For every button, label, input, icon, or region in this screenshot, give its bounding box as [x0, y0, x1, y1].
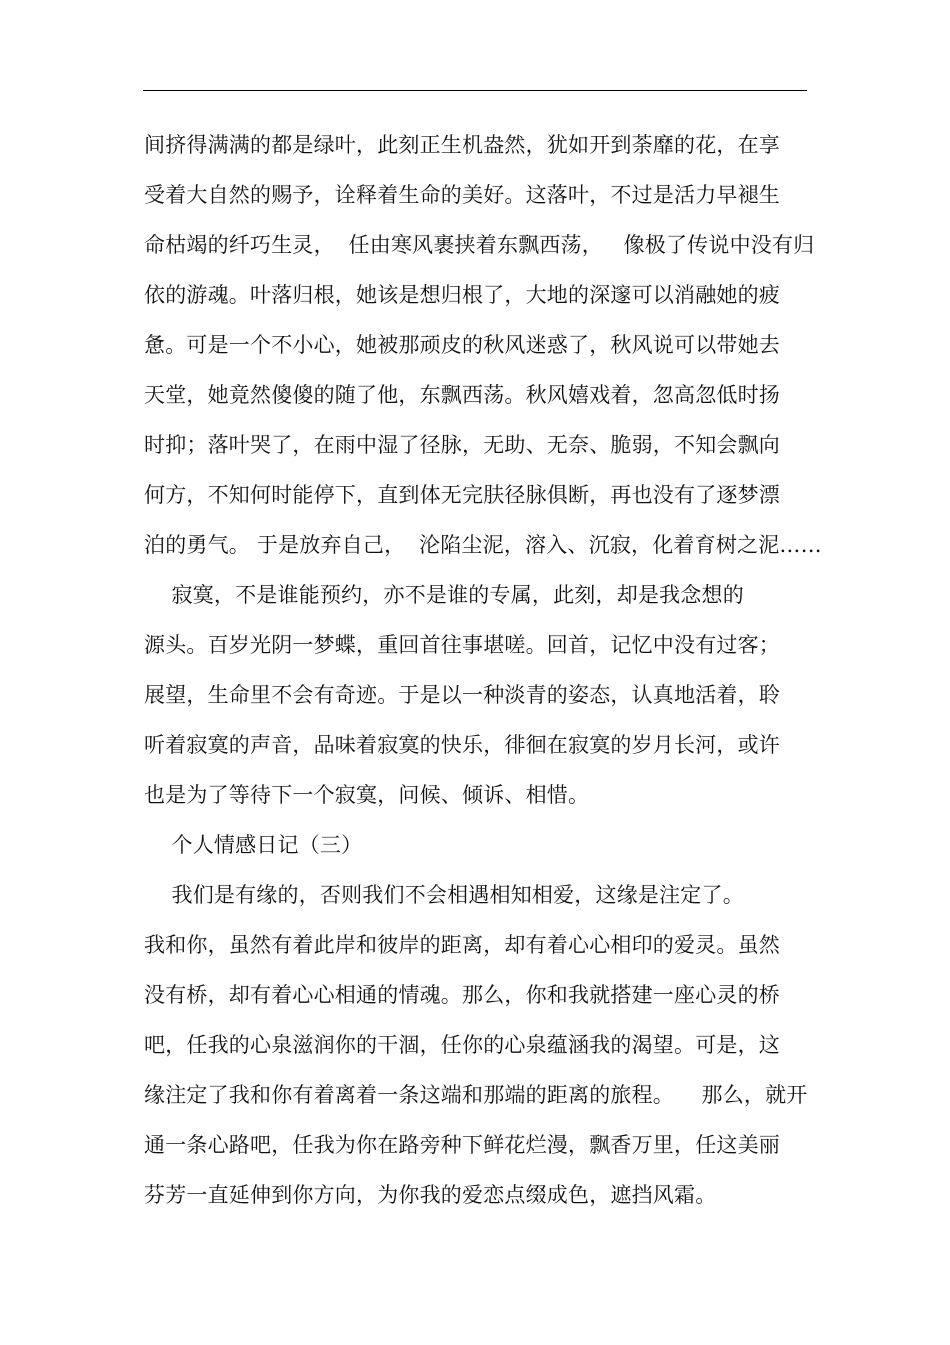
text-line: 我们是有缘的，否则我们不会相遇相知相爱，这缘是注定了。: [144, 883, 744, 907]
text-line: 我和你，虽然有着此岸和彼岸的距离，却有着心心相印的爱灵。虽然: [144, 933, 780, 957]
header-rule: [143, 90, 807, 91]
text-line: 天堂，她竟然傻傻的随了他，东飘西荡。秋风嬉戏着，忽高忽低时扬: [144, 383, 780, 407]
text-line: 受着大自然的赐予，诠释着生命的美好。这落叶，不过是活力早褪生: [144, 183, 780, 207]
text-line: 缘注定了我和你有着离着一条这端和那端的距离的旅程。 那么，就开: [144, 1083, 808, 1107]
text-line: 也是为了等待下一个寂寞，问候、倾诉、相惜。: [144, 783, 590, 807]
body-text: [144, 120, 824, 1220]
text-line: 时抑；落叶哭了，在雨中湿了径脉，无助、无奈、脆弱，不知会飘向: [144, 433, 780, 457]
text-line: 芬芳一直延伸到你方向，为你我的爱恋点缀成色，遮挡风霜。: [144, 1183, 717, 1207]
text-line: 展望，生命里不会有奇迹。于是以一种淡青的姿态，认真地活着，聆: [144, 683, 780, 707]
text-line: 没有桥，却有着心心相通的情魂。那么，你和我就搭建一座心灵的桥: [144, 983, 780, 1007]
text-line: 吧，任我的心泉滋润你的干涸，任你的心泉蕴涵我的渴望。可是，这: [144, 1033, 780, 1057]
text-line: 依的游魂。叶落归根，她该是想归根了，大地的深邃可以消融她的疲: [144, 283, 780, 307]
text-line: 惫。可是一个不小心，她被那顽皮的秋风迷惑了，秋风说可以带她去: [144, 333, 780, 357]
text-line: 命枯竭的纤巧生灵， 任由寒风裹挟着东飘西荡， 像极了传说中没有归: [144, 233, 815, 257]
text-line: 通一条心路吧，任我为你在路旁种下鲜花烂漫，飘香万里，任这美丽: [144, 1133, 780, 1157]
section-heading: 个人情感日记（三）: [144, 833, 363, 857]
text-line: 何方，不知何时能停下，直到体无完肤径脉俱断，再也没有了逐梦漂: [144, 483, 780, 507]
text-line: 源头。百岁光阴一梦蝶，重回首往事堪嗟。回首，记忆中没有过客；: [144, 633, 780, 657]
text-line: 泊的勇气。 于是放弃自己， 沦陷尘泥，溶入、沉寂，化着育树之泥……: [144, 533, 822, 557]
text-line: 听着寂寞的声音，品味着寂寞的快乐，徘徊在寂寞的岁月长河，或许: [144, 733, 780, 757]
text-line: 间挤得满满的都是绿叶，此刻正生机盎然，犹如开到荼靡的花，在享: [144, 133, 780, 157]
text-line: 寂寞，不是谁能预约，亦不是谁的专属，此刻，却是我念想的: [144, 583, 744, 607]
